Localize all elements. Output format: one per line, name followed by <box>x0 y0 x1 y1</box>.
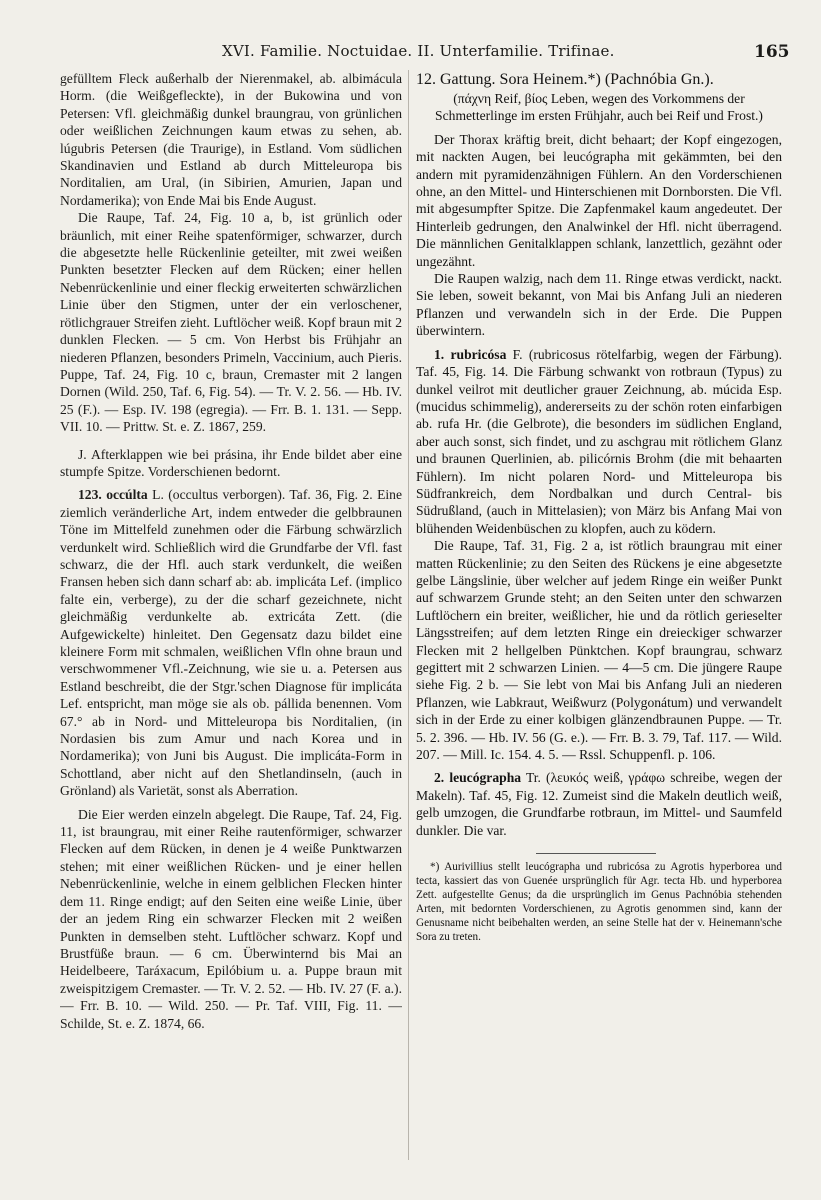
page-header <box>0 40 821 64</box>
page-number: 165 <box>754 42 790 62</box>
genus-title: 12. Gattung. Sora Heinem.*) (Pachnóbia Gn.). <box>416 71 714 88</box>
left-paragraph-2: Die Raupe, Taf. 24, Fig. 10 a, b, ist grünlich oder bräunlich, mit einer Reihe spatenförmiger, schwarzer, durch die abgesetzte helle Rückenlinie geteilter, mit zwei weißen Punkten besetzter Flecken auf dem Rücken; einer hellen Nebenrückenlinie und einer fleckig erweiterten schwärzlichen Linie über den Stigmen, unter der ein verloschener, rötlichgrauer Streifen zieht. Luftlöcher weiß. Kopf braun mit 2 dunklen Flecken. — 5 cm. Von Herbst bis Frühjahr an niederen Pflanzen, besonders Primeln, Vaccinium, auch Pieris. Puppe, Taf. 24, Fig. 10 c, braun, Cremaster mit 2 langen Dornen (Wild. 250, Taf. 6, Fig. 54). — Tr. V. 2. 56. — Hb. IV. 25 (F.). — Esp. IV. 198 (egregia). — Frr. B. 1. 131. — Sepp. VII. 10. — Prittw. St. e. Z. 1867, 259. <box>60 210 402 435</box>
right-column <box>416 70 782 1170</box>
species-text-leucographa: Tr. (λευκός weiß, γράφω schreibe, wegen der Makeln). Taf. 45, Fig. 12. Zumeist sind die Makeln deutlich weiß, gelb umzogen, die Grundfarbe rotbraun, im Mittel- und Saumfeld dunkler. Die var. <box>416 770 782 838</box>
right-paragraph-1: Der Thorax kräftig breit, dicht behaart; der Kopf eingezogen, mit nackten Augen, bei leucógrapha mit gekämmten, bei den andern mit pyramidenzähnigen Fühlern. An den Vorderschienen ohne, an den Mittel- und Hinterschienen mit Dornborsten. Die Vfl. mit abgesumpfter Spitze. Die Zapfenmakel kaum angedeutet. Der Hinterleib gedrungen, den Analwinkel der Hfl. nicht überragend. Die männlichen Genitalklappen schlank, lanzettlich, gezähnt oder ungezähnt. <box>416 131 782 269</box>
species-name-occulta: 123. occúlta <box>78 487 148 503</box>
left-paragraph-5: Die Eier werden einzeln abgelegt. Die Raupe, Taf. 24, Fig. 11, ist braungrau, mit einer Reihe rautenförmiger, schwarzer Flecken auf dem Rücken, in denen je 4 weiße Punktwarzen stehen; mit einer weißlichen Rücken- und je einer hellen Nebenrückenlinie, welche in einem gelblichen Flecken hinter dem 11. Ringe endigt; auf den Seiten eine weiße Linie, über der an jedem Ring ein schwarzer Flecken mit 2 weißen Punkten in demselben steht. Luftlöcher schwarz. Kopf und Brustfüße braun. — 6 cm. Überwinternd bis Mai an Heidelbeere, Taráxacum, Epilóbium u. a. Puppe braun mit zweispitzigem Cremaster. — Tr. V. 2. 52. — Hb. IV. 27 (F. a.). — Frr. B. 10. — Wild. 250. — Pr. Taf. VIII, Fig. 11. — Schilde, St. e. Z. 1874, 66. <box>60 806 402 1031</box>
species-name-leucographa: 2. leucógrapha <box>434 770 522 786</box>
species-entry-occulta <box>60 486 402 799</box>
right-paragraph-4: Die Raupe, Taf. 31, Fig. 2 a, ist rötlich braungrau mit einer matten Rückenlinie; zu den Seiten des Rückens je eine abgesetzte gelbe Längslinie, über welcher auf jedem Ringe ein weißer Punkt auf schwarzem Grunde steht; an den Seiten unter den schwarzen Luftlöchern ein breiter, weißlicher, hie und da rötlich gerieselter Längsstreifen; auf dem letzten Ringe ein dreieckiger schwarzer Flecken mit 2 hellgelben Pünktchen. Kopf braungrau, schwarz gegittert mit 2 schwarzen Linien. — 4—5 cm. Die jüngere Raupe siehe Fig. 2 b. — Sie lebt von Mai bis Anfang Juli an niederen Pflanzen, wie Labkraut, Weißwurz (Polygonátum) und verwandelt sich in der Erde zu einer kolbigen glänzendbraunen Puppe. — Tr. 5. 2. 396. — Hb. IV. 56 (G. e.). — Frr. B. 3. 79, Taf. 117. — Wild. 207. — Mill. Ic. 154. 4. 5. — Rssl. Schuppenfl. p. 106. <box>416 538 782 763</box>
left-column <box>60 70 402 1170</box>
species-entry-leucographa <box>416 769 782 839</box>
genus-etymology: (πάχνη Reif, βίος Leben, wegen des Vorkommens der Schmetterlinge im ersten Frühjahr, auch bei Reif und Frost.) <box>435 91 763 124</box>
column-divider <box>408 70 409 1160</box>
right-paragraph-2: Die Raupen walzig, nach dem 11. Ringe etwas verdickt, nackt. Sie leben, soweit bekannt, von Mai bis Anfang Juli an niederen Pflanzen und verwandeln sich in der Erde. Die Puppen überwintern. <box>416 271 782 339</box>
left-paragraph-1: gefülltem Fleck außerhalb der Nierenmakel, ab. albimácula Horm. (die Weißgefleckte), in der Bukowina und von Petersen: Vfl. gleichmäßig dunkel braungrau, von grünlichen oder weißlichen Zeichnungen kaum etwas zu sehen, ab. lúgubris Petersen (die Traurige), in Estland. Vom südlichen Skandinavien und Estland ab durch Mitteleuropa bis Norditalien, am Ural, (in Sibirien, Amurien, Japan und Nordamerika); von Ende Mai bis Ende August. <box>60 71 402 208</box>
footnote: *) Aurivillius stellt leucógrapha und rubricósa zu Agrotis hyperborea und tecta, kassiert das von Guenée ursprünglich für Agr. tecta Hb. und hyperborea Zett. aufgestellte Genus; da die ursprünglich im Genus Pachnóbia stehenden Arten, mit bedornten Vorderschienen, zu Agrotis genommen sind, kann der Genusname nicht beibehalten werden, an seine Stelle hat der v. Heinemann'sche Sora zu treten. <box>416 861 782 944</box>
species-name-rubricosa: 1. rubricósa <box>434 346 507 362</box>
species-entry-rubricosa <box>416 346 782 537</box>
running-head: XVI. Familie. Noctuidae. II. Unterfamilie. Trifinae. <box>222 42 615 60</box>
species-text-occulta: L. (occultus verborgen). Taf. 36, Fig. 2. Eine ziemlich veränderliche Art, indem entweder die gelbbraunen Töne im Mittelfeld zunehmen oder die Färbung schwärzlich verdunkelt wird. Schließlich wird die Grundfarbe der Vfl. fast schwarz, die der Hfl. auch stark verdunkelt, die weißen Fransen heben sich dann scharf ab: ab. implicáta Lef. (implico falte ein, verberge), zu der die scharf gezeichnete, nicht gleichmäßig verdunkelte ab. extricáta Zett. (die Aufgewickelte) hinleitet. Den Gegensatz dazu bildet eine kleinere Form mit schmalen, weißlichen Vfln ohne braun und verschwommener Vfl.-Zeichnung, wie sie u. a. Petersen aus Estland beschreibt, die der Stgr.'schen Diagnose für implicáta Lef. entspricht, man möge sie als ob. pállida benennen. Vom 67.° ab in Nord- und Mitteleuropa bis Norditalien, (in Nordasien bis zum Amur und nach Korea und in Nordamerika); von Juni bis August. Die implicáta-Form in Schottland, aber nicht auf den Shetlandinseln, (auch in Grönland) als Varietät, sonst als Aberration. <box>60 487 402 799</box>
footnote-rule <box>536 853 656 854</box>
left-paragraph-3: J. Afterklappen wie bei prásina, ihr Ende bildet aber eine stumpfe Spitze. Vorderschienen bedornt. <box>60 446 402 479</box>
species-text-rubricosa: F. (rubricosus rötelfarbig, wegen der Färbung). Taf. 45, Fig. 14. Die Färbung schwankt von rotbraun (Typus) zu dunkel veilrot mit deutlicher grauer Zeichnung, ab. múcida Esp. (mucidus schimmelig), andererseits zu der schön roten einfarbigen ab. rufa Hr. (die Gelbrote), die besonders im südlichen England, aber auch sonst, sich findet, und zu aschgrau mit rötlichem Glanz und braunen Querlinien, ab. pilicórnis Brohm (die mit behaarten Fühlern). Im nicht polaren Nord- und Mitteleuropa bis Südfrankreich, dem Nordbalkan und durch Central- bis Südrußland, (auch in Mittelasien); von März bis Anfang Mai von blühenden Weidenbüschen zu klopfen, auch zu ködern. <box>416 346 782 536</box>
